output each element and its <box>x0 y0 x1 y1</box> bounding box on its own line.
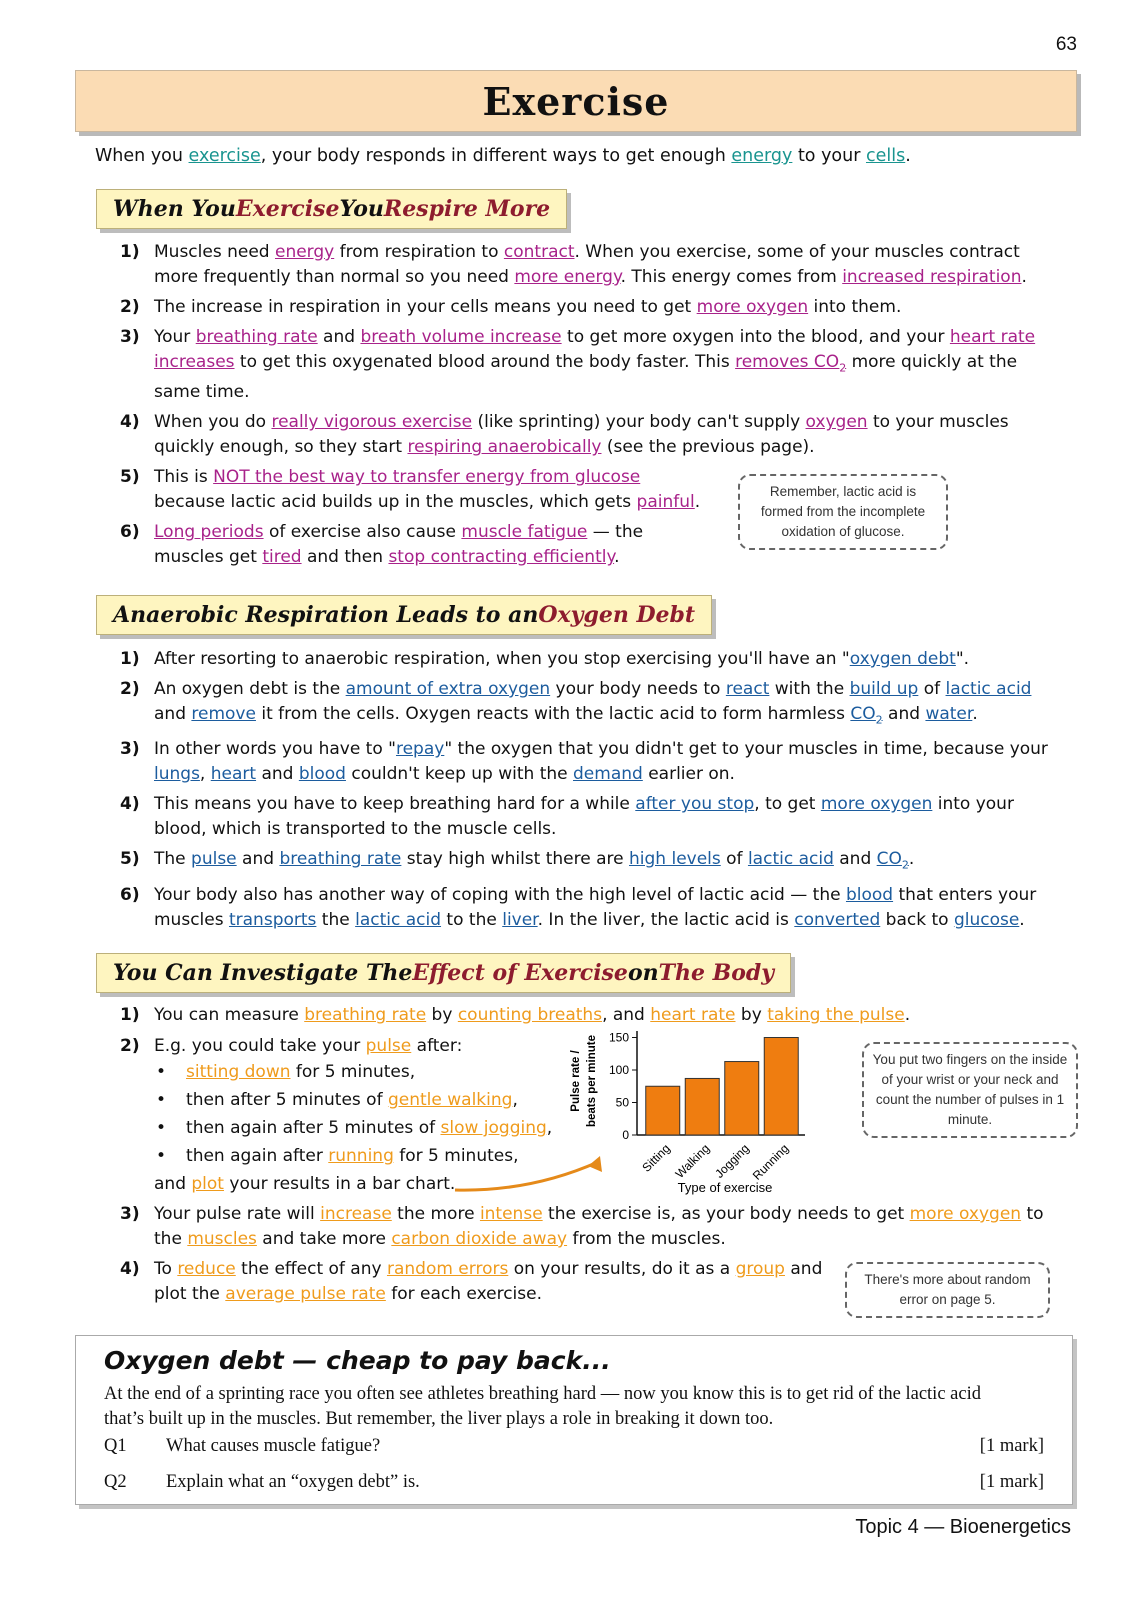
footer-topic: Topic 4 — Bioenergetics <box>855 1516 1071 1538</box>
y-tick-label: 0 <box>622 1128 629 1142</box>
list-item: 5) This is NOT the best way to transfer energy from glucose because lactic acid builds up in the muscles, which gets painful. <box>120 467 701 513</box>
x-tick-label: Walking <box>672 1141 713 1181</box>
list-item: 1) You can measure breathing rate by counting breaths, and heart rate by taking the pulse. <box>120 1005 911 1025</box>
y-axis-label-line2: beats per minute <box>586 1034 598 1128</box>
bullet-item: • sitting down for 5 minutes, <box>186 1059 574 1085</box>
list-item: 3) Your pulse rate will increase the more intense the exercise is, as your body needs to get more oxygen to the muscles and take more carbon dioxide away from the muscles. <box>120 1204 1044 1249</box>
bar-sitting <box>646 1086 680 1135</box>
y-tick-label: 100 <box>608 1063 629 1077</box>
bar-walking <box>685 1078 719 1135</box>
bar-jogging <box>725 1062 759 1135</box>
list-item: 3) In other words you have to "repay" the oxygen that you didn't get to your muscles in time, because your lungs, heart and blood couldn't keep up with the demand earlier on. <box>120 739 1048 785</box>
y-tick-label: 150 <box>608 1030 629 1045</box>
title-banner <box>75 70 1077 132</box>
list-item: 4) When you do really vigorous exercise (like sprinting) your body can't supply oxygen to your muscles quickly enough, so they start respiring anaerobically (see the previous page). <box>120 412 1009 458</box>
note-lactic-acid: Remember, lactic acid is formed from the incomplete oxidation of glucose. <box>738 474 948 550</box>
list-item: 1) After resorting to anaerobic respiration, when you stop exercising you'll have an "oxygen debt". <box>120 649 970 669</box>
bar-running <box>764 1038 798 1136</box>
list-item: 3) Your breathing rate and breath volume increase to get more oxygen into the blood, and your heart rate increases to get this oxygenated blood around the body faster. This removes $CO_2$ more quickly at the same time. <box>120 327 1036 403</box>
list-item: 5) The pulse and breathing rate stay high whilst there are high levels of lactic acid and $CO_2$. <box>120 849 915 872</box>
section-heading-respire-more: When You Exercise You Respire More <box>96 189 567 229</box>
section-heading-investigate: You Can Investigate The Effect of Exercise on The Body <box>96 953 791 993</box>
list-item: 6) Your body also has another way of coping with the high level of lactic acid — the blood that enters your muscles transports the lactic acid to the liver. In the liver, the lactic acid is converted back to glucose. <box>120 884 1037 930</box>
bullet-item: • then again after 5 minutes of slow jogging, <box>186 1115 574 1141</box>
list-item: 1) Muscles need energy from respiration to contract. When you exercise, some of your muscles contract more frequently than normal so you need more energy. This energy comes from increased respiration. <box>120 242 1027 287</box>
x-axis-label: Type of exercise <box>677 1180 773 1195</box>
section-heading-oxygen-debt: Anaerobic Respiration Leads to an Oxygen Debt <box>96 595 712 635</box>
y-tick-label: 50 <box>615 1095 629 1110</box>
section2-list <box>120 647 1065 938</box>
note-pulse: You put two fingers on the inside of your wrist or your neck and count the number of pulses in 1 minute. <box>862 1042 1078 1138</box>
summary-text: At the end of a sprinting race you often see athletes breathing hard — now you know this is to get rid of the lactic acid that’s built up in the muscles. But remember, the liver plays a role in breaking it down too. <box>104 1384 981 1429</box>
list-item: 2) An oxygen debt is the amount of extra oxygen your body needs to react with the build up of lactic acid and remove it from the cells. Oxygen reacts with the lactic acid to form harmless $CO_2$ and water. <box>120 679 1032 727</box>
list-item: 2) The increase in respiration in your cells means you need to get more oxygen into them. <box>120 297 902 317</box>
page-number: 63 <box>1055 34 1077 55</box>
note-random-error: There's more about random error on page 5. <box>845 1262 1050 1318</box>
y-axis-label-line1: Pulse rate / <box>570 1050 582 1112</box>
pulse-rate-bar-chart <box>565 1025 815 1200</box>
list-item: 4) To reduce the effect of any random errors on your results, do it as a group and plot the average pulse rate for each exercise. <box>120 1259 823 1304</box>
list-item: 2) E.g. you could take your pulse after: • sitting down for 5 minutes, • then after 5 minutes of gentle walking, • then again after 5 minutes of slow jogging, • then again after running for 5 minutes, and plot your results in a bar chart. <box>120 1033 574 1197</box>
intro-text: When you exercise, your body responds in different ways to get enough energy to your cells. <box>95 146 911 166</box>
summary-title: Oxygen debt — cheap to pay back... <box>104 1346 611 1375</box>
bullet-item: • then after 5 minutes of gentle walking, <box>186 1087 574 1113</box>
x-tick-label: Running <box>749 1141 792 1183</box>
page-title: Exercise <box>482 78 670 124</box>
x-tick-label: Sitting <box>639 1141 673 1175</box>
summary-box: Oxygen debt — cheap to pay back... At the end of a sprinting race you often see athletes breathing hard — now you know this is to get rid of the lactic acid that’s built up in the muscles. But remember, the liver plays a role in breaking it down too. Q1 What causes muscle fatigue? [1 mark] Q2 Explain what an “oxygen debt” is. [1 mark] <box>75 1335 1073 1505</box>
bullet-item: • then again after running for 5 minutes, <box>186 1143 574 1169</box>
x-tick-label: Jogging <box>712 1141 752 1181</box>
list-item: 4) This means you have to keep breathing hard for a while after you stop, to get more oxygen into your blood, which is transported to the muscle cells. <box>120 794 1014 840</box>
list-item: 6) Long periods of exercise also cause muscle fatigue — the muscles get tired and then stop contracting efficiently. <box>120 522 644 568</box>
